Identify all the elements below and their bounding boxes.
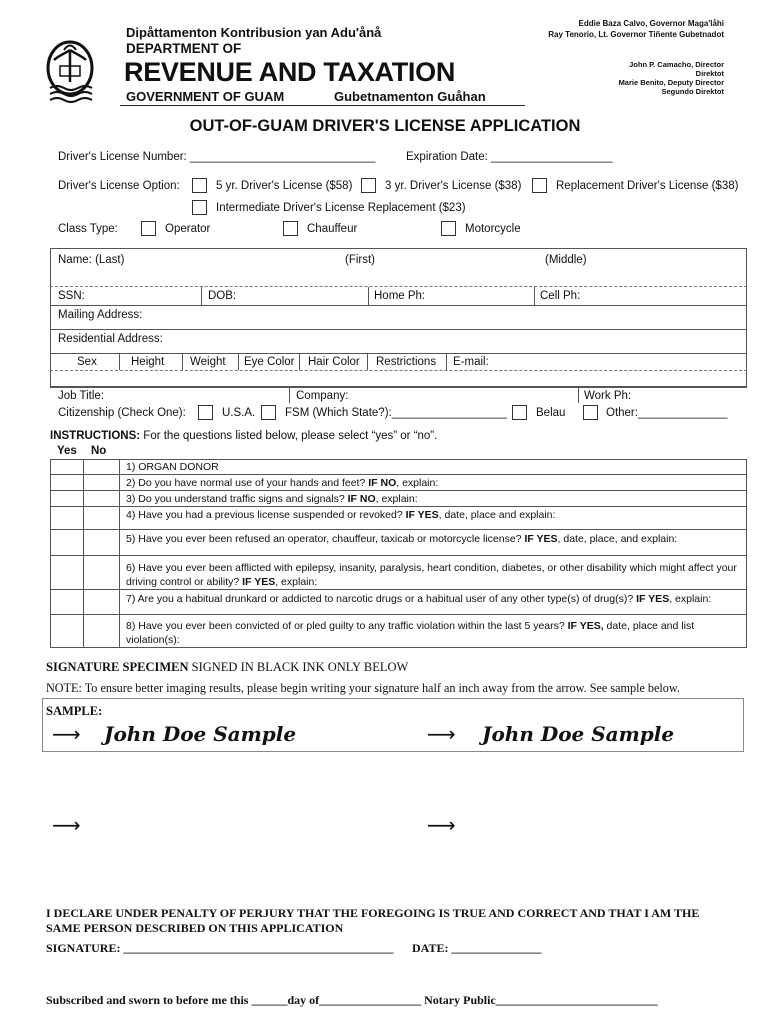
question-followup: , explain:: [375, 493, 418, 505]
height-field[interactable]: Height: [131, 356, 165, 368]
row-divider: [50, 387, 747, 388]
yes-header: Yes: [57, 445, 77, 457]
option-5yr-label: 5 yr. Driver's License ($58): [216, 180, 353, 192]
question-text: 4) Have you had a previous license suspended or revoked?: [126, 509, 406, 521]
col-divider: [367, 353, 368, 370]
row-divider: [50, 370, 747, 371]
question-followup: , explain:: [396, 477, 439, 489]
question-7: [126, 593, 711, 605]
yes-column-divider: [83, 459, 84, 648]
ssn-field[interactable]: SSN:: [58, 290, 85, 302]
question-condition: IF YES: [242, 576, 276, 588]
row-divider: [50, 286, 747, 287]
citizenship-other-label[interactable]: Other:______________: [606, 407, 728, 419]
eye-color-field[interactable]: Eye Color: [244, 356, 295, 368]
class-motorcycle-label: Motorcycle: [465, 223, 521, 235]
class-motorcycle-checkbox[interactable]: [441, 221, 456, 236]
citizenship-usa-label: U.S.A.: [222, 407, 256, 419]
question-condition: IF NO: [347, 493, 376, 505]
sample-signature: John Doe Sample: [482, 722, 675, 746]
dob-field[interactable]: DOB:: [208, 290, 237, 302]
cell-phone-field[interactable]: Cell Ph:: [540, 290, 581, 302]
deputy-line: Marie Benito, Deputy Director: [618, 78, 724, 87]
question-condition: IF YES,: [567, 620, 604, 632]
question-text: 2) Do you have normal use of your hands and feet?: [126, 477, 369, 489]
option-3yr-checkbox[interactable]: [361, 178, 376, 193]
license-option-label: Driver's License Option:: [58, 180, 180, 192]
sample-signature: John Doe Sample: [104, 722, 297, 746]
question-followup: , date, place and explain:: [438, 509, 556, 521]
arrow-right-icon: ⟶: [427, 722, 456, 746]
class-chauffeur-checkbox[interactable]: [283, 221, 298, 236]
question-4: [126, 509, 555, 521]
signature-specimen-area-1[interactable]: [90, 800, 390, 850]
col-divider: [182, 353, 183, 370]
dept-of: DEPARTMENT OF: [126, 41, 242, 56]
dept-title: REVENUE AND TAXATION: [124, 57, 456, 87]
no-column-divider: [119, 459, 120, 648]
question-text: 3) Do you understand traffic signs and signals?: [126, 493, 348, 505]
hair-color-field[interactable]: Hair Color: [308, 356, 360, 368]
mailing-address-field[interactable]: Mailing Address:: [58, 309, 143, 321]
name-first-field[interactable]: (First): [345, 254, 376, 266]
class-operator-checkbox[interactable]: [141, 221, 156, 236]
specimen-rest: SIGNED IN BLACK INK ONLY BELOW: [188, 660, 409, 674]
governor-line: Eddie Baza Calvo, Governor Maga'låhi: [578, 19, 724, 28]
row-divider: [50, 329, 747, 330]
class-type-label: Class Type:: [58, 223, 118, 235]
col-divider: [578, 387, 579, 403]
question-1: [126, 461, 219, 473]
row-divider: [50, 529, 747, 530]
arrow-right-icon: ⟶: [52, 813, 81, 837]
question-8: [126, 619, 738, 647]
job-title-field[interactable]: Job Title:: [58, 390, 105, 402]
citizenship-fsm-checkbox[interactable]: [261, 405, 276, 420]
question-followup: , explain:: [669, 593, 712, 605]
instructions: [50, 430, 437, 442]
expiration-date-field[interactable]: Expiration Date: ___________________: [406, 151, 613, 163]
government-label: GOVERNMENT OF GUAM: [126, 89, 285, 104]
class-chauffeur-label: Chauffeur: [307, 223, 358, 235]
row-divider: [50, 474, 747, 475]
restrictions-field[interactable]: Restrictions: [376, 356, 437, 368]
citizenship-belau-checkbox[interactable]: [512, 405, 527, 420]
question-5: [126, 533, 677, 545]
dept-native-name: Dipåttamenton Kontribusion yan Adu'ånå: [126, 25, 382, 40]
option-5yr-checkbox[interactable]: [192, 178, 207, 193]
col-divider: [299, 353, 300, 370]
header-rule: [120, 105, 525, 106]
question-followup: , explain:: [275, 576, 318, 588]
license-number-field[interactable]: Driver's License Number: _____________________________: [58, 151, 376, 163]
guam-seal-icon: [44, 38, 96, 104]
question-condition: IF YES: [405, 509, 439, 521]
question-condition: IF NO: [368, 477, 397, 489]
col-divider: [534, 287, 535, 305]
citizenship-belau-label: Belau: [536, 407, 566, 419]
name-middle-field[interactable]: (Middle): [545, 254, 587, 266]
home-phone-field[interactable]: Home Ph:: [374, 290, 426, 302]
arrow-right-icon: ⟶: [52, 722, 81, 746]
signature-field[interactable]: SIGNATURE: _____________________________________________: [46, 941, 394, 955]
citizenship-other-checkbox[interactable]: [583, 405, 598, 420]
question-text: 7) Are you a habitual drunkard or addicted to narcotic drugs or a habitual user of any other type(s) of drug(s)?: [126, 593, 637, 605]
residential-address-field[interactable]: Residential Address:: [58, 333, 163, 345]
citizenship-usa-checkbox[interactable]: [198, 405, 213, 420]
class-operator-label: Operator: [165, 223, 211, 235]
name-last-field[interactable]: Name: (Last): [58, 254, 125, 266]
no-header: No: [91, 445, 107, 457]
date-field[interactable]: DATE: _______________: [412, 941, 542, 955]
email-field[interactable]: E-mail:: [453, 356, 489, 368]
option-replacement-label: Replacement Driver's License ($38): [556, 180, 739, 192]
specimen-bold: SIGNATURE SPECIMEN: [46, 660, 189, 674]
row-divider: [50, 506, 747, 507]
question-text: 8) Have you ever been convicted of or pled guilty to any traffic violation within the last 5 years?: [126, 620, 568, 632]
notary-line[interactable]: Subscribed and sworn to before me this ______day of_________________ Notary Public___________________________: [46, 993, 658, 1007]
director-line: John P. Camacho, Director: [629, 60, 724, 69]
option-3yr-label: 3 yr. Driver's License ($38): [385, 180, 522, 192]
col-divider: [446, 353, 447, 370]
instructions-text: For the questions listed below, please select “yes” or “no”.: [140, 430, 438, 442]
work-phone-field[interactable]: Work Ph:: [584, 390, 632, 402]
instructions-label: INSTRUCTIONS:: [50, 430, 141, 442]
row-divider: [50, 490, 747, 491]
arrow-right-icon: ⟶: [427, 813, 456, 837]
sex-field[interactable]: Sex: [77, 356, 97, 368]
question-followup: date, place and list violation(s):: [126, 620, 695, 646]
option-intermediate-label: Intermediate Driver's License Replacement ($23): [216, 202, 466, 214]
option-intermediate-checkbox[interactable]: [192, 200, 207, 215]
col-divider: [368, 287, 369, 305]
col-divider: [201, 287, 202, 305]
question-2: [126, 477, 438, 489]
department-seal: [44, 38, 96, 104]
weight-field[interactable]: Weight: [190, 356, 226, 368]
declaration-text: I DECLARE UNDER PENALTY OF PERJURY THAT THE FOREGOING IS TRUE AND CORRECT AND THAT I AM THE SAME PERSON DESCRIBED ON THIS APPLICATION: [46, 906, 700, 935]
row-divider: [50, 305, 747, 306]
question-followup: , date, place, and explain:: [557, 533, 678, 545]
citizenship-label: Citizenship (Check One):: [58, 407, 186, 419]
question-condition: IF YES: [524, 533, 558, 545]
question-condition: IF YES: [636, 593, 670, 605]
question-text: 1) ORGAN DONOR: [126, 461, 219, 473]
col-divider: [119, 353, 120, 370]
question-text: 5) Have you ever been refused an operator, chauffeur, taxicab or motorcycle license?: [126, 533, 525, 545]
question-3: [126, 493, 418, 505]
row-divider: [50, 614, 747, 615]
government-native: Gubetnamenton Guåhan: [334, 89, 486, 104]
row-divider: [50, 353, 747, 354]
citizenship-fsm-label[interactable]: FSM (Which State?):__________________: [285, 407, 507, 419]
question-6: [126, 561, 738, 589]
signature-specimen-area-2[interactable]: [465, 800, 735, 850]
lt-governor-line: Ray Tenorio, Lt. Governor Tiñente Gubetnadot: [548, 30, 724, 39]
signature-note: NOTE: To ensure better imaging results, please begin writing your signature half an inch away from the arrow. See sample below.: [46, 681, 680, 695]
sample-label: SAMPLE:: [46, 704, 103, 718]
company-field[interactable]: Company:: [296, 390, 349, 402]
form-title: OUT-OF-GUAM DRIVER'S LICENSE APPLICATION: [189, 117, 581, 135]
col-divider: [289, 387, 290, 403]
deputy-native-line: Segundo Direktot: [661, 87, 724, 96]
row-divider: [50, 555, 747, 556]
director-native-line: Direktot: [695, 69, 724, 78]
question-text: 6) Have you ever been afflicted with epilepsy, insanity, paralysis, heart condition, diabetes, or other disability which might affect your driving control or ability?: [126, 562, 737, 588]
signature-specimen-heading: [46, 660, 408, 675]
col-divider: [238, 353, 239, 370]
option-replacement-checkbox[interactable]: [532, 178, 547, 193]
row-divider: [50, 589, 747, 590]
